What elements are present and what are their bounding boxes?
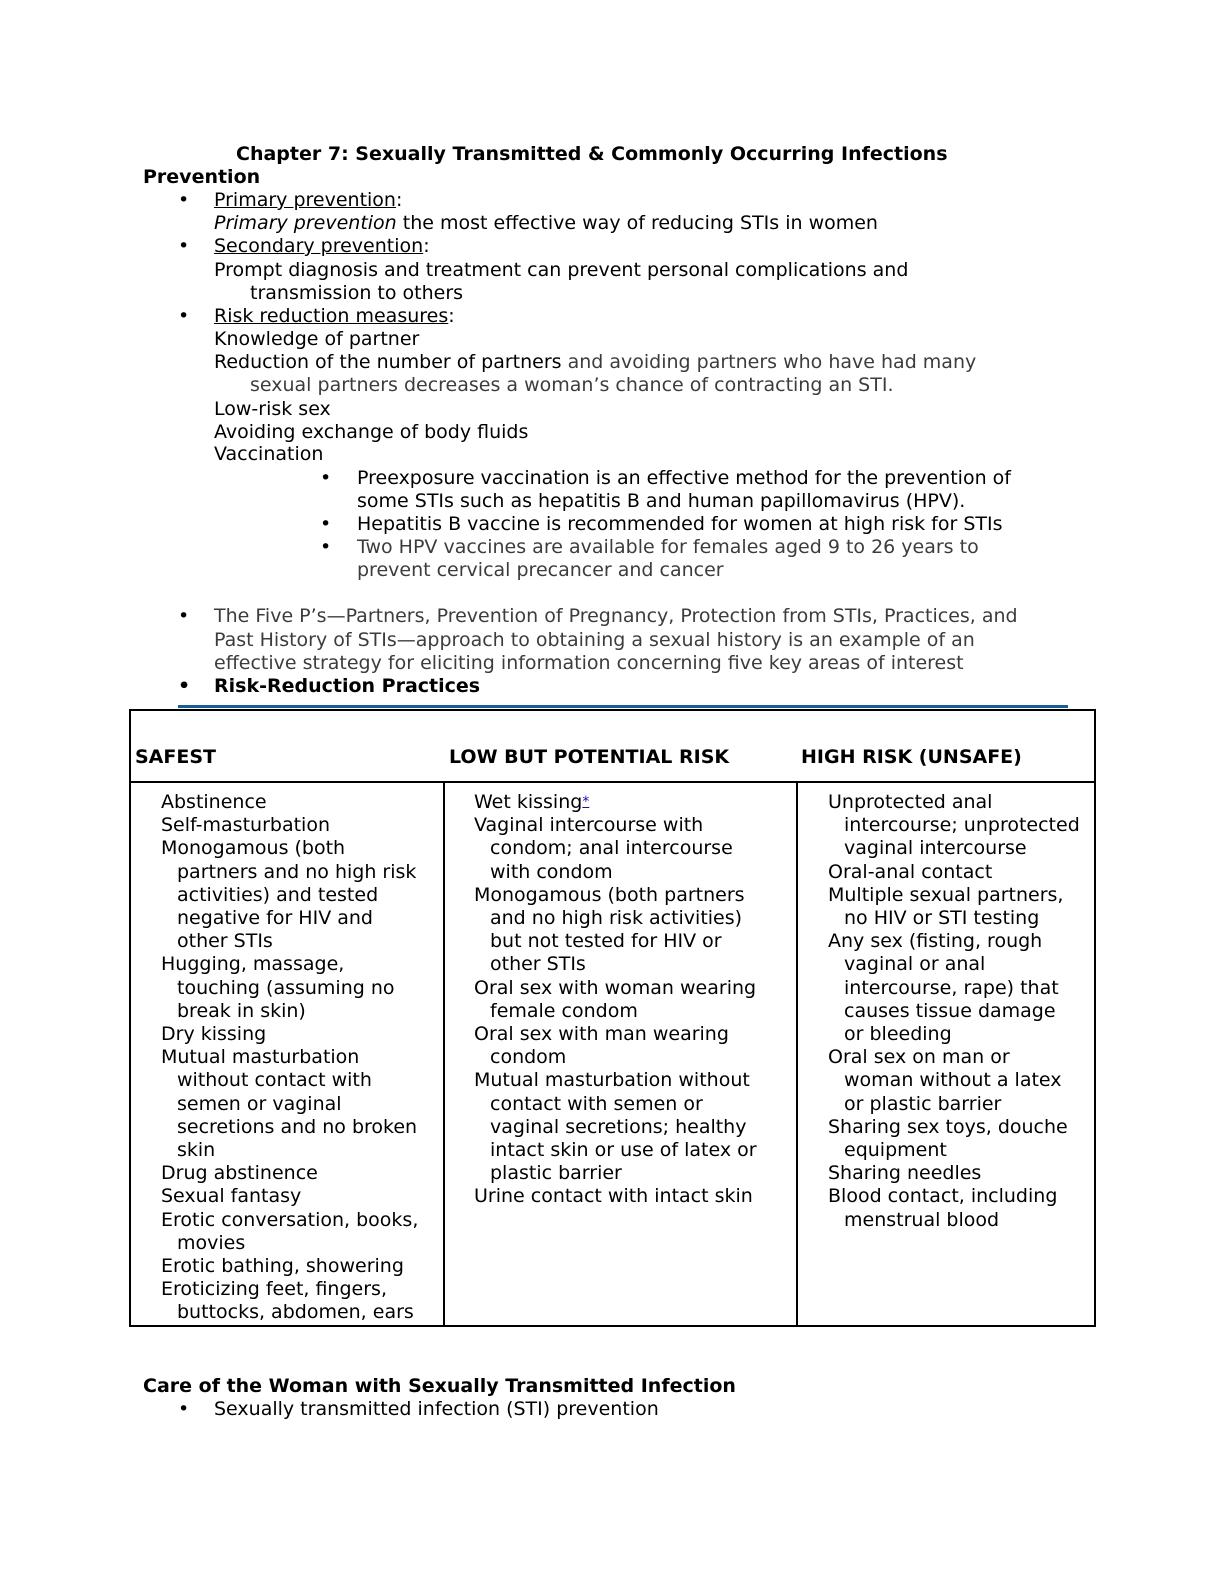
section-heading-care: Care of the Woman with Sexually Transmitted Infection [143,1375,736,1397]
table-column-divider [796,783,798,1325]
table-cell: Mutual masturbation without contact with semen or vaginal secretions and no broken skin [161,1046,418,1162]
table-cell: Sharing sex toys, douche equipment [828,1115,1068,1162]
table-cell: Sharing needles [828,1162,982,1185]
five-ps-line-3: effective strategy for eliciting information concerning five key areas of interest [214,652,964,674]
table-cell: Monogamous (both partners and no high risk activities) but not tested for HIV or other STIs [474,883,745,976]
vaccination-item-2: Hepatitis B vaccine is recommended for women at high risk for STIs [357,513,1003,535]
bullet: • [178,235,190,257]
table-header-low-risk: LOW BUT POTENTIAL RISK [449,746,730,768]
table-header-safest: SAFEST [135,746,216,768]
vaccination-item-3-line-2: prevent cervical precancer and cancer [357,559,724,581]
vaccination-item-3-line-1: Two HPV vaccines are available for females aged 9 to 26 years to [357,536,979,558]
risk-reduction-partners: Reduction of the number of partners and avoiding partners who have had many [214,351,977,373]
bullet: • [178,1398,190,1420]
table-cell: Any sex (fisting, rough vaginal or anal intercourse, rape) that causes tissue damage or bleeding [828,930,1059,1046]
secondary-prevention-label: Secondary prevention: [214,235,430,257]
bullet: • [178,189,190,211]
table-cell: Erotic conversation, books, movies [161,1208,419,1254]
table-column-safest [161,791,443,1325]
table-column-high-risk [828,791,1096,1232]
table-cell: Oral sex on man or woman without a latex or plastic barrier [828,1046,1062,1115]
table-cell: Sexual fantasy [161,1185,302,1208]
vaccination-item-1-line-1: Preexposure vaccination is an effective method for the prevention of [357,467,1011,489]
footnote-link[interactable]: * [582,794,590,810]
table-cell: Oral-anal contact [828,860,993,883]
table-cell: Dry kissing [161,1023,267,1046]
table-cell: Vaginal intercourse with condom; anal intercourse with condom [474,814,733,883]
risk-vaccination: Vaccination [214,443,324,465]
risk-knowledge: Knowledge of partner [214,328,420,350]
bullet: • [178,305,190,327]
table-header-high-risk: HIGH RISK (UNSAFE) [801,746,1022,768]
page-title: Chapter 7: Sexually Transmitted & Commonly Occurring Infections [236,143,948,165]
table-cell: Unprotected anal intercourse; unprotected vaginal intercourse [828,791,1080,860]
table-cell: Abstinence [161,791,267,813]
care-item-1: Sexually transmitted infection (STI) prevention [214,1398,659,1420]
primary-prevention-label: Primary prevention: [214,189,403,211]
horizontal-rule [178,705,1068,708]
table-cell: Monogamous (both partners and no high risk activities) and tested negative for HIV and other STIs [161,837,417,953]
five-ps-line-2: Past History of STIs—approach to obtaining a sexual history is an example of an [214,629,975,651]
bullet: • [178,605,190,627]
table-cell: Blood contact, including menstrual blood [828,1185,1058,1231]
bullet: • [178,675,191,697]
table-cell: Erotic bathing, showering [161,1255,404,1278]
risk-practices-table [129,709,1096,1327]
table-cell: Wet kissing* [474,791,590,813]
risk-reduction-partners-2: sexual partners decreases a woman’s chance of contracting an STI. [250,374,894,396]
table-cell: Hugging, massage, touching (assuming no break in skin) [161,953,395,1022]
risk-reduction-practices-heading: Risk-Reduction Practices [214,675,481,697]
bullet: • [320,467,332,489]
vaccination-item-1-line-2: some STIs such as hepatitis B and human papillomavirus (HPV). [357,490,966,512]
table-cell: Eroticizing feet, fingers, buttocks, abdomen, ears [161,1278,414,1324]
section-heading-prevention: Prevention [143,166,261,188]
table-header-divider [131,781,1094,783]
table-column-divider [443,783,445,1325]
table-cell: Self-masturbation [161,814,330,837]
table-column-low-risk [474,791,794,1209]
secondary-prevention-text-2: transmission to others [250,282,464,304]
primary-prevention-text: Primary prevention the most effective way of reducing STIs in women [214,212,878,234]
table-cell: Urine contact with intact skin [474,1185,753,1208]
five-ps-line-1: The Five P’s—Partners, Prevention of Pregnancy, Protection from STIs, Practices, and [214,605,1018,627]
risk-lowrisk: Low-risk sex [214,398,331,420]
risk-fluids: Avoiding exchange of body fluids [214,421,529,443]
table-cell: Oral sex with man wearing condom [474,1023,729,1069]
risk-reduction-label: Risk reduction measures: [214,305,455,327]
table-cell: Oral sex with woman wearing female condom [474,976,757,1022]
secondary-prevention-text-1: Prompt diagnosis and treatment can prevent personal complications and [214,259,909,281]
bullet: • [320,513,332,535]
table-cell: Multiple sexual partners, no HIV or STI testing [828,883,1064,930]
table-cell: Drug abstinence [161,1162,318,1185]
bullet: • [320,536,332,558]
table-cell: Mutual masturbation without contact with semen or vaginal secretions; healthy intact skin or use of latex or plastic barrier [474,1069,757,1185]
